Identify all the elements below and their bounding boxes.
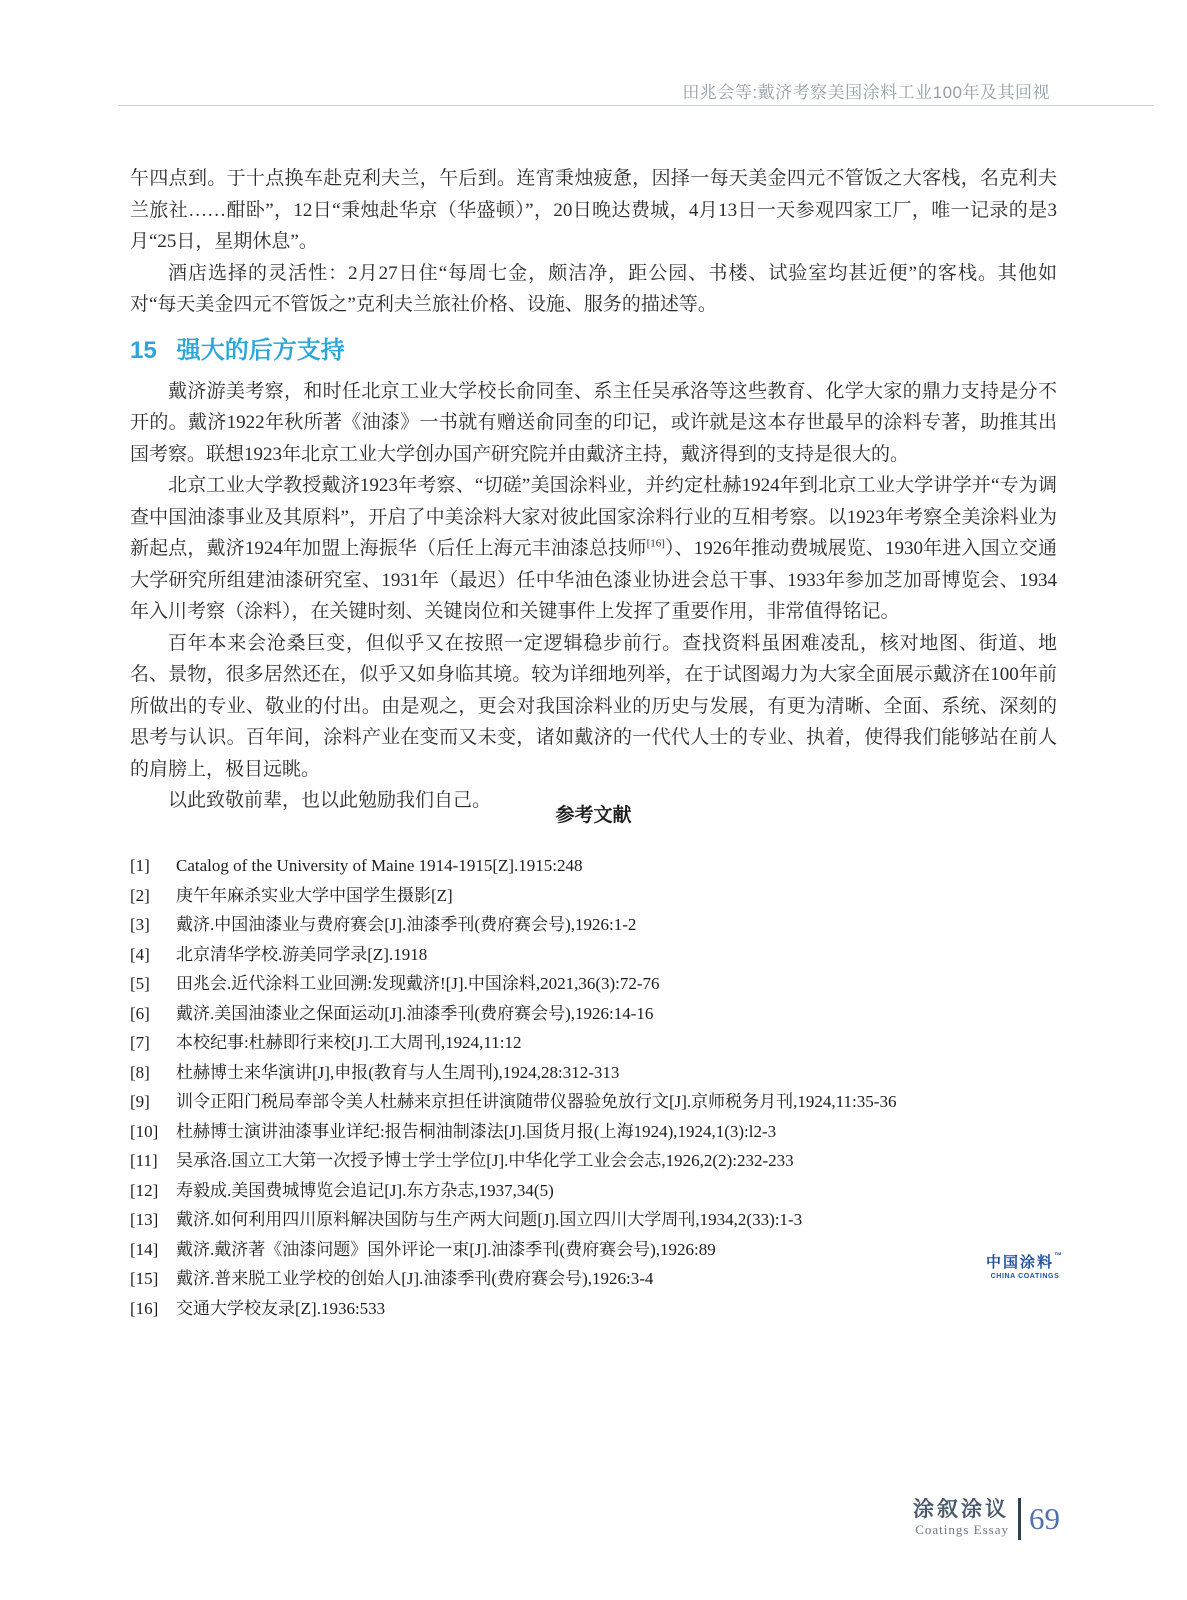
reference-number: [1] xyxy=(130,856,150,875)
logo-english-text: CHINA COATINGS xyxy=(990,1273,1060,1280)
reference-number: [16] xyxy=(130,1298,159,1318)
reference-number: [8] xyxy=(130,1062,150,1082)
paragraph-continuation: 午四点到。于十点换车赴克利夫兰，午后到。连宵秉烛疲惫，因择一每天美金四元不管饭之大客栈，名克利夫兰旅社……酣卧”，12日“秉烛赴华京（华盛顿）”，20日晚达费城，4月13日一天参观四家工厂，唯一记录的是3月“25日，星期休息”。 xyxy=(130,168,1057,252)
reference-text: 寿毅成.美国费城博览会追记[J].东方杂志,1937,34(5) xyxy=(176,1180,554,1200)
paragraph: 以此致敬前辈，也以此勉励我们自己。 xyxy=(168,790,492,811)
reference-item xyxy=(130,881,1057,911)
reference-text: 本校纪事:杜赫即行来校[J].工大周刊,1924,11:12 xyxy=(176,1033,522,1052)
trademark-mark: ™ xyxy=(1054,1251,1064,1260)
reference-number: [15] xyxy=(130,1269,159,1288)
references-list xyxy=(130,851,1057,1323)
reference-text: 训令正阳门税局奉部令美人杜赫来京担任讲演随带仪器验免放行文[J].京师税务月刊,1924,11:35-36 xyxy=(176,1092,897,1111)
paragraph: 百年本来会沧桑巨变，但似乎又在按照一定逻辑稳步前行。查找资料虽困难凌乱，核对地图、街道、地名、景物，很多居然还在，似乎又如身临其境。较为详细地列举，在于试图竭力为大家全面展示戴济在100年前所做出的专业、敬业的付出。由是观之，更会对我国涂料业的历史与发展，有更为清晰、全面、系统、深刻的思考与认识。百年间，涂料产业在变而又未变，诸如戴济的一代代人士的专业、执着，使得我们能够站在前人的肩膀上，极目远眺。 xyxy=(130,632,1057,780)
reference-text: 交通大学校友录[Z].1936:533 xyxy=(176,1298,386,1318)
references-heading: 参考文献 xyxy=(555,805,632,826)
reference-text: 庚午年麻杀实业大学中国学生摄影[Z] xyxy=(176,885,453,905)
reference-item xyxy=(130,1205,1057,1235)
reference-item xyxy=(130,851,1057,881)
reference-text: 戴济.普来脱工业学校的创始人[J].油漆季刊(费府赛会号),1926:3-4 xyxy=(176,1269,654,1288)
reference-number: [13] xyxy=(130,1210,159,1229)
reference-item xyxy=(130,969,1057,999)
logo-chinese-text xyxy=(985,1251,1065,1272)
reference-item xyxy=(130,1294,1057,1324)
reference-number: [2] xyxy=(130,885,150,905)
reference-text: 田兆会.近代涂料工业回溯:发现戴济![J].中国涂料,2021,36(3):72-76 xyxy=(176,974,660,993)
reference-item xyxy=(130,1058,1057,1088)
reference-item xyxy=(130,910,1057,940)
footer-divider-bar xyxy=(1018,1498,1021,1540)
reference-text: Catalog of the University of Maine 1914-1915[Z].1915:248 xyxy=(176,856,583,875)
page-number: 69 xyxy=(1029,1501,1060,1536)
china-coatings-logo xyxy=(985,1251,1065,1280)
footer-column-zh: 涂叙涂议 xyxy=(913,1498,1009,1521)
header-rule xyxy=(118,105,1154,106)
references-section xyxy=(130,800,1057,1323)
reference-item xyxy=(130,999,1057,1029)
reference-text: 吴承洛.国立工大第一次授予博士学士学位[J].中华化学工业会会志,1926,2(2):232-233 xyxy=(176,1151,794,1170)
reference-item xyxy=(130,1117,1057,1147)
paragraph: 酒店选择的灵活性：2月27日住“每周七金，颇洁净，距公园、书楼、试验室均甚近便”的客栈。其他如对“每天美金四元不管饭之”克利夫兰旅社价格、设施、服务的描述等。 xyxy=(130,262,1057,315)
reference-number: [9] xyxy=(130,1092,150,1111)
reference-number: [3] xyxy=(130,915,150,934)
reference-item xyxy=(130,1146,1057,1176)
section-heading xyxy=(130,335,1057,367)
section-title: 强大的后方支持 xyxy=(176,336,345,364)
reference-item xyxy=(130,1176,1057,1206)
reference-number: [11] xyxy=(130,1151,158,1170)
article-body xyxy=(130,163,1057,817)
reference-number: [14] xyxy=(130,1239,159,1259)
section-number: 15 xyxy=(130,336,157,364)
footer-column-label xyxy=(913,1498,1018,1540)
paragraph xyxy=(130,470,1057,628)
footer-page-marker xyxy=(913,1498,1060,1540)
paragraph-text: ）、1926年推动费城展览、1930年进入国立交通大学研究所组建油漆研究室、1931年（最迟）任中华油色漆业协进会总干事、1933年参加芝加哥博览会、1934年入川考察（涂料），在关键时刻、关键岗位和关键事件上发挥了重要作用，非常值得铭记。 xyxy=(130,538,1057,622)
reference-number: [6] xyxy=(130,1003,150,1023)
reference-number: [10] xyxy=(130,1121,159,1141)
reference-number: [7] xyxy=(130,1033,150,1052)
reference-text: 戴济.美国油漆业之保面运动[J].油漆季刊(费府赛会号),1926:14-16 xyxy=(176,1003,654,1023)
footer-column-en: Coatings Essay xyxy=(915,1522,1009,1537)
reference-item xyxy=(130,1264,1057,1294)
reference-item xyxy=(130,1087,1057,1117)
paragraph-text: 北京工业大学教授戴济1923年考察、“切磋”美国涂料业，并约定杜赫1924年到北京工业大学讲学并“专为调查中国油漆事业及其原料”，开启了中美涂料大家对彼此国家涂料行业的互相考察。以1923年考察全美涂料业为新起点，戴济1924年加盟上海振华（后任上海元丰油漆总技师 xyxy=(130,475,1057,559)
reference-number: [5] xyxy=(130,974,150,993)
reference-text: 戴济.如何利用四川原料解决国防与生产两大问题[J].国立四川大学周刊,1934,2(33):1-3 xyxy=(176,1210,803,1229)
logo-zh-label: 中国涂料 xyxy=(985,1254,1054,1271)
reference-number: [4] xyxy=(130,944,150,964)
reference-number: [12] xyxy=(130,1180,159,1200)
reference-text: 杜赫博士演讲油漆事业详纪:报告桐油制漆法[J].国货月报(上海1924),1924,1(3):l2-3 xyxy=(176,1121,777,1141)
reference-text: 杜赫博士来华演讲[J],申报(教育与人生周刊),1924,28:312-313 xyxy=(176,1062,620,1082)
reference-item xyxy=(130,1028,1057,1058)
reference-item xyxy=(130,1235,1057,1265)
reference-text: 戴济.戴济著《油漆问题》国外评论一束[J].油漆季刊(费府赛会号),1926:89 xyxy=(176,1239,716,1259)
reference-item xyxy=(130,940,1057,970)
paragraph: 戴济游美考察，和时任北京工业大学校长俞同奎、系主任吴承洛等这些教育、化学大家的鼎力支持是分不开的。戴济1922年秋所著《油漆》一书就有赠送俞同奎的印记，或许就是这本存世最早的涂料专著，助推其出国考察。联想1923年北京工业大学创办国产研究院并由戴济主持，戴济得到的支持是很大的。 xyxy=(130,380,1057,465)
citation-superscript: [16] xyxy=(646,537,665,550)
reference-text: 戴济.中国油漆业与费府赛会[J].油漆季刊(费府赛会号),1926:1-2 xyxy=(176,915,637,934)
running-head-title: 田兆会等:戴济考察美国涂料工业100年及其回视 xyxy=(682,83,1050,102)
reference-text: 北京清华学校.游美同学录[Z].1918 xyxy=(176,944,428,964)
